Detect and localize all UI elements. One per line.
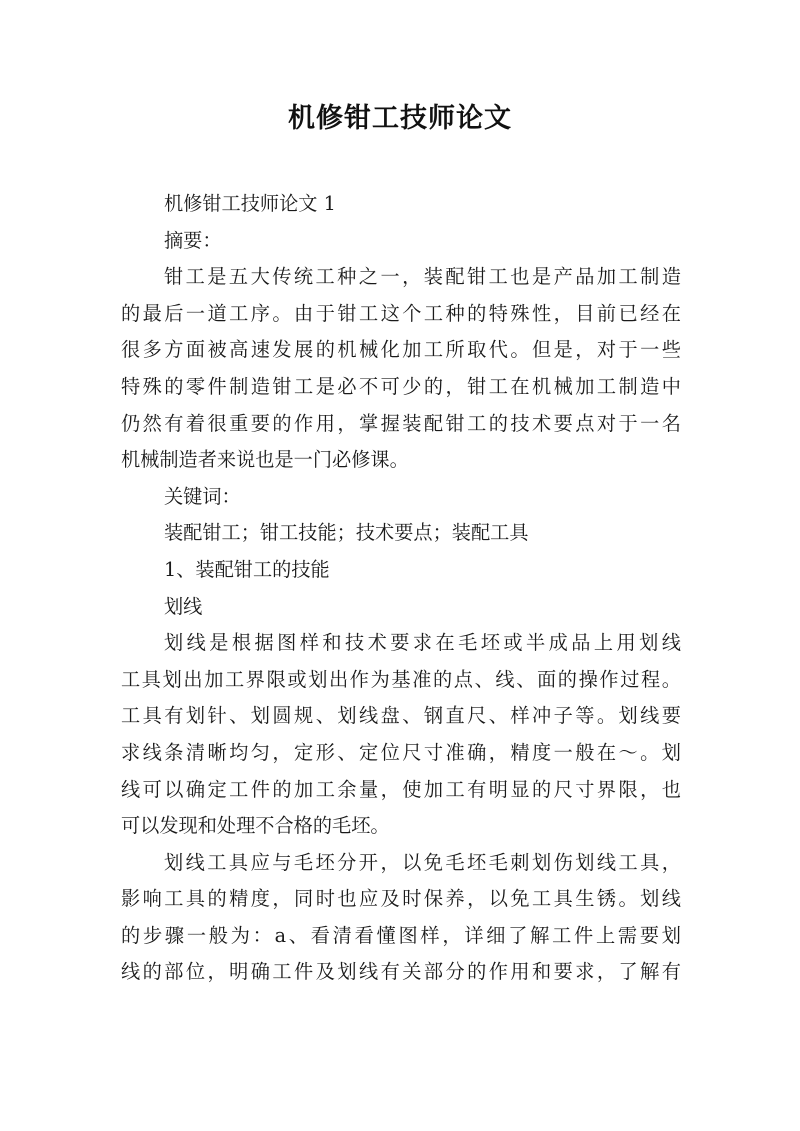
paragraph-2 bbox=[121, 845, 681, 991]
keywords: 装配钳工；钳工技能；技术要点；装配工具 bbox=[164, 521, 529, 545]
paragraph-line: 划线工具应与毛坯分开，以免毛坯毛刺划伤划线工具， bbox=[164, 850, 681, 874]
paragraph-1 bbox=[121, 625, 681, 845]
document-body bbox=[121, 186, 681, 991]
subtitle: 机修钳工技师论文 1 bbox=[164, 192, 336, 215]
paragraph-line: 仍然有着很重要的作用，掌握装配钳工的技术要点对于一名 bbox=[121, 411, 681, 435]
paragraph-line: 的步骤一般为：a、看清看懂图样，详细了解工件上需要划 bbox=[121, 923, 681, 947]
paragraph-line: 线可以确定工件的加工余量，使加工有明显的尺寸界限，也 bbox=[121, 777, 681, 801]
paragraph-line: 可以发现和处理不合格的毛坯。 bbox=[121, 814, 390, 838]
paragraph-line: 影响工具的精度，同时也应及时保养，以免工具生锈。划线 bbox=[121, 887, 681, 911]
subsection-heading: 划线 bbox=[164, 594, 203, 618]
document-title: 机修钳工技师论文 bbox=[288, 103, 512, 134]
keywords-label: 关键词： bbox=[164, 484, 241, 508]
section-heading: 1、装配钳工的技能 bbox=[164, 557, 330, 581]
paragraph-line: 求线条清晰均匀，定形、定位尺寸准确，精度一般在～。划 bbox=[121, 740, 681, 764]
paragraph-line: 很多方面被高速发展的机械化加工所取代。但是，对于一些 bbox=[121, 338, 681, 362]
paragraph-line: 划线是根据图样和技术要求在毛坯或半成品上用划线 bbox=[164, 631, 681, 655]
paragraph-line: 机械制造者来说也是一门必修课。 bbox=[121, 448, 409, 472]
paragraph-line: 工具有划针、划圆规、划线盘、钢直尺、样冲子等。划线要 bbox=[121, 704, 681, 728]
paragraph-line: 特殊的零件制造钳工是必不可少的，钳工在机械加工制造中 bbox=[121, 374, 681, 398]
paragraph-line: 工具划出加工界限或划出作为基准的点、线、面的操作过程。 bbox=[121, 667, 681, 691]
paragraph-line: 线的部位，明确工件及划线有关部分的作用和要求，了解有 bbox=[121, 960, 681, 984]
abstract-paragraph bbox=[121, 259, 681, 479]
paragraph-line: 钳工是五大传统工种之一，装配钳工也是产品加工制造 bbox=[164, 265, 681, 289]
paragraph-line: 的最后一道工序。由于钳工这个工种的特殊性，目前已经在 bbox=[121, 301, 681, 325]
abstract-label: 摘要： bbox=[164, 228, 222, 252]
